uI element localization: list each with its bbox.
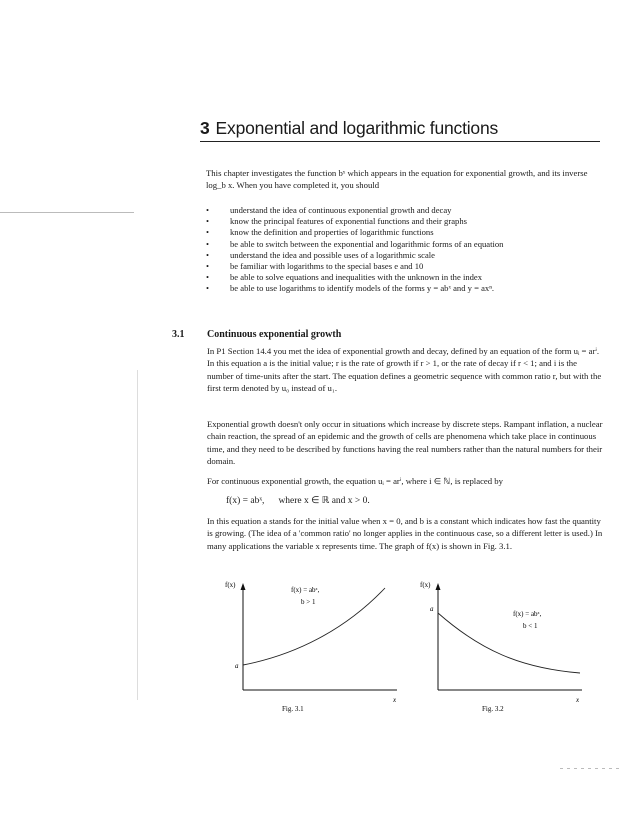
y-axis-label: f(x) (225, 581, 236, 589)
equation-condition: where x ∈ ℝ and x > 0. (278, 496, 370, 506)
chapter-number: 3 (200, 118, 210, 138)
display-equation (226, 495, 370, 506)
condition-label: b > 1 (301, 598, 316, 606)
list-item: • understand the idea and possible uses of a logarithmic scale (206, 249, 435, 260)
scan-artifact-left-line (0, 212, 134, 213)
chapter-title: Exponential and logarithmic functions (215, 118, 499, 138)
curve-label: f(x) = abˣ, (513, 610, 542, 618)
intercept-label: a (430, 605, 434, 613)
list-item: • be able to use logarithms to identify models of the forms y = abˣ and y = axⁿ. (206, 283, 495, 294)
figure-3-1 (225, 580, 415, 715)
y-axis-arrow (241, 583, 246, 590)
figure-caption: Fig. 3.1 (282, 705, 304, 713)
paragraph-growth-definition: In P1 Section 14.4 you met the idea of exponential growth and decay, defined by an equation of the form uᵢ = arⁱ. In this equation a is the initial value; r is the rate of growth if r > 1, or the rate of decay if r < 1; and i is the number of time-units after the start. The equation defines a geometric sequence with common ratio r, but with the first term denoted by u₀ instead of u₁. (207, 346, 602, 394)
scan-artifact-margin-line (137, 370, 138, 700)
y-axis-arrow (436, 583, 441, 590)
y-axis-label: f(x) (420, 581, 431, 589)
list-item: • know the principal features of exponential functions and their graphs (206, 216, 467, 227)
condition-label: b < 1 (523, 622, 538, 630)
section-title: Continuous exponential growth (207, 329, 342, 340)
section-number: 3.1 (172, 329, 185, 340)
curve-label: f(x) = abˣ, (291, 586, 320, 594)
heading-rule (200, 141, 600, 142)
list-item: • be able to switch between the exponential and logarithmic forms of an equation (206, 238, 504, 249)
paragraph-replacement: For continuous exponential growth, the equation uᵢ = arⁱ, where i ∈ ℕ, is replaced by (207, 476, 503, 486)
objectives-list (206, 205, 606, 295)
intercept-label: a (235, 662, 239, 670)
paragraph-interpretation: In this equation a stands for the initial value when x = 0, and b is a constant which indicates how fast the quantity is growing. (The idea of a 'common ratio' no longer applies in the continuous case, so a different letter is used.) In many applications the variable x represents time. The graph of f(x) is shown in Fig. 3.1. (207, 516, 603, 551)
figure-3-2 (420, 580, 585, 715)
x-axis-label: x (576, 696, 580, 704)
paragraph-continuous-growth: Exponential growth doesn't only occur in situations which increase by discrete steps. Rampant inflation, a nuclear chain reaction, the spread of an epidemic and the growth of cells are phenomena which take place in continuous time, and they need to be described by functions having the real numbers rather than the natural numbers for their domain. (207, 419, 603, 467)
chapter-heading (200, 118, 498, 139)
list-item: • be able to solve equations and inequalities with the unknown in the index (206, 272, 483, 283)
intro-paragraph: This chapter investigates the function bˣ which appears in the equation for exponential growth, and its inverse log_b x. When you have completed it, you should (206, 168, 588, 191)
decay-curve (438, 613, 580, 673)
list-item: • understand the idea of continuous exponential growth and decay (206, 205, 452, 215)
x-axis-label: x (393, 696, 397, 704)
list-item: • know the definition and properties of logarithmic functions (206, 227, 434, 238)
list-item: • be familiar with logarithms to the special bases e and 10 (206, 261, 424, 272)
figure-caption: Fig. 3.2 (482, 705, 504, 713)
scan-artifact-bottom-dashes (560, 768, 620, 769)
equation-main: f(x) = abˣ, (226, 496, 265, 506)
